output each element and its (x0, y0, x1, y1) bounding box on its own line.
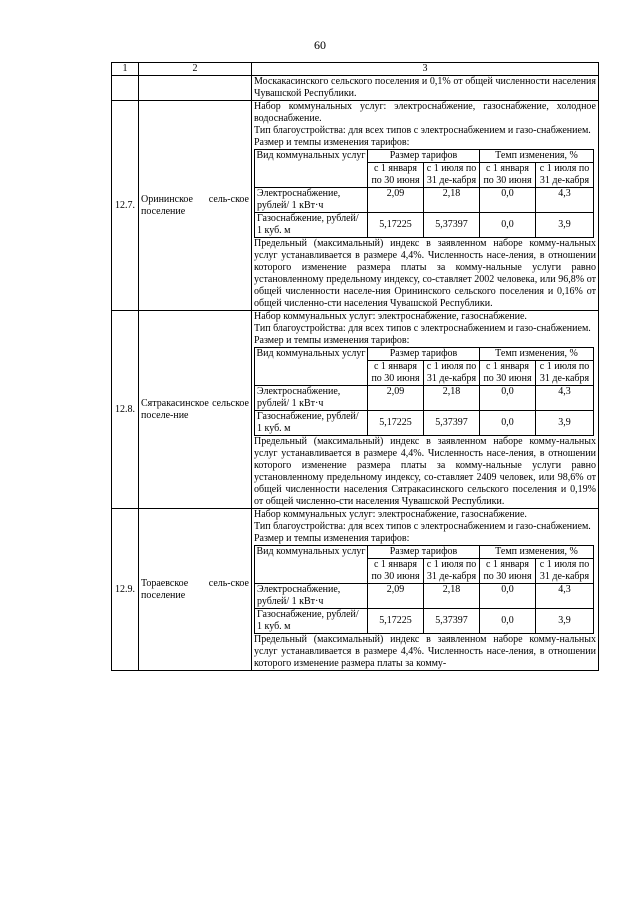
tariff-value: 5,37397 (424, 609, 480, 634)
row-number: 12.8. (112, 311, 139, 509)
services-set: Набор коммунальных услуг: электроснабжение, газоснабжение. (254, 311, 527, 322)
rate-value: 0,0 (480, 584, 536, 609)
tariff-value: 5,37397 (424, 411, 480, 436)
period-header: с 1 января по 30 июня (368, 163, 424, 188)
rate-value: 3,9 (536, 213, 594, 238)
tariff-size-header: Размер тарифов (368, 546, 480, 559)
service-row (255, 213, 594, 238)
tariff-value: 5,37397 (424, 213, 480, 238)
amenity-type: Тип благоустройства: для всех типов с электроснабжением и газо-снабжением. (254, 125, 591, 136)
tariff-size-header: Размер тарифов (368, 150, 480, 163)
service-row (255, 584, 594, 609)
col-header-3: 3 (252, 63, 599, 76)
service-name: Газоснабжение, рублей/ 1 куб. м (255, 609, 368, 634)
rate-value: 3,9 (536, 609, 594, 634)
settlement-name: Сятракасинское сельское поселе-ние (139, 311, 252, 509)
service-row (255, 411, 594, 436)
tariff-size-header: Размер тарифов (368, 348, 480, 361)
tariff-subtable (254, 149, 594, 238)
rate-value: 4,3 (536, 386, 594, 411)
period-header: с 1 января по 30 июня (480, 163, 536, 188)
service-type-header: Вид коммунальных услуг (255, 150, 368, 188)
table-header-row (112, 63, 599, 76)
continuation-text: Москакасинского сельского поселения и 0,1% от общей численности населения Чувашской Республики. (252, 76, 599, 101)
service-name: Электроснабжение, рублей/ 1 кВт·ч (255, 386, 368, 411)
service-name: Электроснабжение, рублей/ 1 кВт·ч (255, 188, 368, 213)
tariff-value: 2,09 (368, 188, 424, 213)
tariff-value: 5,17225 (368, 609, 424, 634)
rate-value: 4,3 (536, 584, 594, 609)
limit-index-text: Предельный (максимальный) индекс в заявленном наборе комму-нальных услуг устанавливается в размере 4,4%. Численность насе-ления, в отношении которого изменение размера платы за комму- (254, 634, 596, 669)
row-number: 12.9. (112, 509, 139, 671)
tariff-value: 2,09 (368, 584, 424, 609)
limit-index-text: Предельный (максимальный) индекс в заявленном наборе комму-нальных услуг устанавливается в размере 4,4%. Численность насе-ления, в отношении которого изменение размера платы за комму-нальные услуги равно установленному предельному индексу, со-ставляет 2409 человек, или 98,6% от общей численности населения Сятракасинского сельского поселения и 0,19% от общей численно-сти населения Чувашской Республики. (254, 436, 596, 507)
rate-value: 0,0 (480, 609, 536, 634)
change-rate-header: Темп изменения, % (480, 150, 594, 163)
service-name: Электроснабжение, рублей/ 1 кВт·ч (255, 584, 368, 609)
tariff-value: 5,17225 (368, 213, 424, 238)
row-content (252, 509, 599, 671)
period-header: с 1 июля по 31 де-кабря (536, 163, 594, 188)
service-row (255, 609, 594, 634)
service-name: Газоснабжение, рублей/ 1 куб. м (255, 411, 368, 436)
tariff-value: 2,18 (424, 386, 480, 411)
tariff-subtable (254, 545, 594, 634)
period-header: с 1 июля по 31 де-кабря (424, 163, 480, 188)
period-header: с 1 июля по 31 де-кабря (536, 559, 594, 584)
service-row (255, 188, 594, 213)
table-row (112, 509, 599, 671)
row-content (252, 311, 599, 509)
period-header: с 1 июля по 31 де-кабря (424, 559, 480, 584)
rate-value: 3,9 (536, 411, 594, 436)
change-rate-header: Темп изменения, % (480, 546, 594, 559)
tariff-label: Размер и темпы изменения тарифов: (254, 137, 410, 148)
tariff-value: 5,17225 (368, 411, 424, 436)
services-set: Набор коммунальных услуг: электроснабжение, газоснабжение, холодное водоснабжение. (254, 101, 596, 124)
tariff-subtable (254, 347, 594, 436)
tariff-value: 2,18 (424, 584, 480, 609)
period-header: с 1 января по 30 июня (480, 559, 536, 584)
tariff-label: Размер и темпы изменения тарифов: (254, 335, 410, 346)
table-row (112, 311, 599, 509)
rate-value: 0,0 (480, 411, 536, 436)
settlement-name: Тораевское сель-ское поселение (139, 509, 252, 671)
period-header: с 1 июля по 31 де-кабря (424, 361, 480, 386)
table-row (112, 101, 599, 311)
tariff-table (111, 62, 599, 671)
limit-index-text: Предельный (максимальный) индекс в заявленном наборе комму-нальных услуг устанавливается в размере 4,4%. Численность насе-ления, в отношении которого изменение размера платы за комму-нальные услуги равно установленному предельному индексу, со-ставляет 2002 человека, или 96,8% от общей численности населе-ния Орининского сельского поселения и 0,16% от общей численно-сти населения Чувашской Республики. (254, 238, 596, 309)
row-number: 12.7. (112, 101, 139, 311)
page-number: 60 (314, 38, 326, 52)
period-header: с 1 января по 30 июня (368, 559, 424, 584)
amenity-type: Тип благоустройства: для всех типов с электроснабжением и газо-снабжением. (254, 323, 591, 334)
settlement-name: Орининское сель-ское поселение (139, 101, 252, 311)
period-header: с 1 января по 30 июня (480, 361, 536, 386)
service-type-header: Вид коммунальных услуг (255, 546, 368, 584)
change-rate-header: Темп изменения, % (480, 348, 594, 361)
col-header-2: 2 (139, 63, 252, 76)
amenity-type: Тип благоустройства: для всех типов с электроснабжением и газо-снабжением. (254, 521, 591, 532)
service-row (255, 386, 594, 411)
rate-value: 0,0 (480, 386, 536, 411)
service-type-header: Вид коммунальных услуг (255, 348, 368, 386)
continuation-row (112, 76, 599, 101)
col-header-1: 1 (112, 63, 139, 76)
tariff-value: 2,18 (424, 188, 480, 213)
rate-value: 4,3 (536, 188, 594, 213)
rate-value: 0,0 (480, 188, 536, 213)
period-header: с 1 января по 30 июня (368, 361, 424, 386)
rate-value: 0,0 (480, 213, 536, 238)
row-content (252, 101, 599, 311)
tariff-label: Размер и темпы изменения тарифов: (254, 533, 410, 544)
service-name: Газоснабжение, рублей/ 1 куб. м (255, 213, 368, 238)
services-set: Набор коммунальных услуг: электроснабжение, газоснабжение. (254, 509, 527, 520)
period-header: с 1 июля по 31 де-кабря (536, 361, 594, 386)
tariff-value: 2,09 (368, 386, 424, 411)
